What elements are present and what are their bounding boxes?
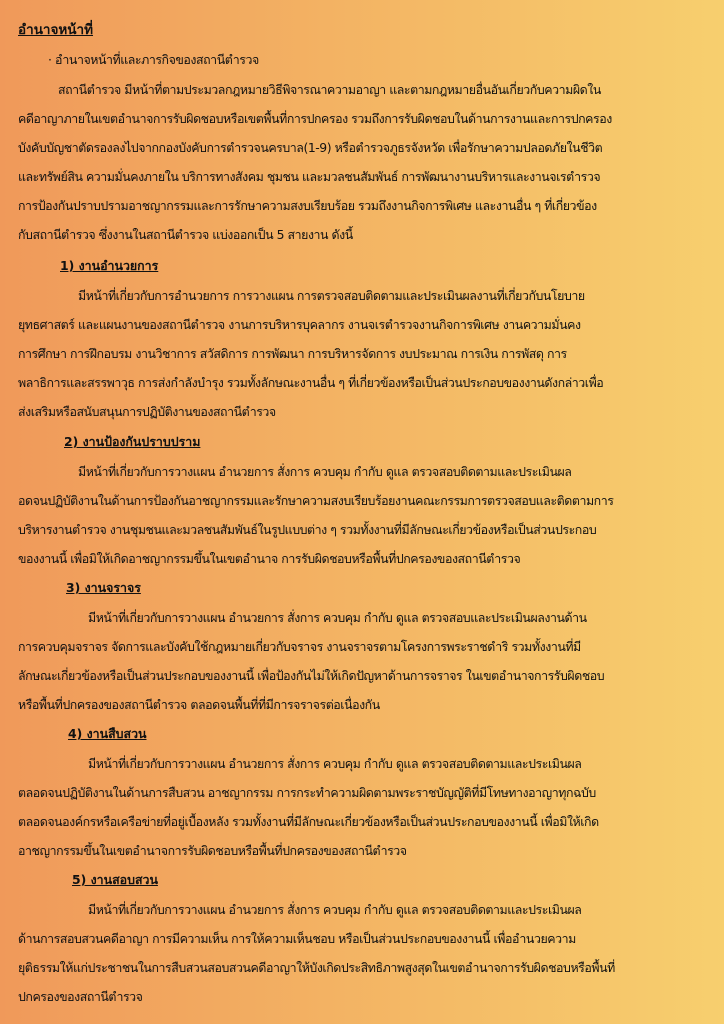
section-line: มีหน้าที่เกี่ยวกับการวางแผน อำนวยการ สั่งการ ควบคุม กำกับ ดูแล ตรวจสอบติดตามและประเมินผล — [78, 464, 572, 479]
section-line: ลักษณะเกี่ยวข้องหรือเป็นส่วนประกอบของงานนี้ เพื่อป้องกันไม่ให้เกิดปัญหาด้านการจราจร ในเขตอำนาจการรับผิดชอบ — [18, 668, 605, 683]
intro-line: คดีอาญาภายในเขตอำนาจการรับผิดชอบหรือเขตพื้นที่การปกครอง รวมถึงการรับผิดชอบในด้านการงานและการปกครอง — [18, 111, 612, 126]
section-line: มีหน้าที่เกี่ยวกับการวางแผน อำนวยการ สั่งการ ควบคุม กำกับ ดูแล ตรวจสอบติดตามและประเมินผล — [88, 756, 582, 771]
section-line: พลาธิการและสรรพาวุธ การส่งกำลังบำรุง รวมทั้งลักษณะงานอื่น ๆ ที่เกี่ยวข้องหรือเป็นส่วนประกอบของงานดังกล่าวเพื่อ — [18, 375, 604, 390]
page-title: อำนาจหน้าที่ — [18, 22, 94, 38]
section-line: มีหน้าที่เกี่ยวกับการอำนวยการ การวางแผน การตรวจสอบติดตามและประเมินผลงานที่เกี่ยวกับนโยบาย — [78, 288, 585, 303]
section-line: หรือพื้นที่ปกครองของสถานีตำรวจ ตลอดจนพื้นที่ที่มีการจราจรต่อเนื่องกัน — [18, 697, 380, 712]
section-heading-inquiry: 5) งานสอบสวน — [72, 872, 158, 887]
section-line: ด้านการสอบสวนคดีอาญา การมีความเห็น การให้ความเห็นชอบ หรือเป็นส่วนประกอบของงานนี้ เพื่ออำนวยความ — [18, 931, 576, 946]
section-line: มีหน้าที่เกี่ยวกับการวางแผน อำนวยการ สั่งการ ควบคุม กำกับ ดูแล ตรวจสอบติดตามและประเมินผล — [88, 902, 582, 917]
section-line: การศึกษา การฝึกอบรม งานวิชาการ สวัสดิการ การพัฒนา การบริหารจัดการ งบประมาณ การเงิน การพัสดุ การ — [18, 346, 567, 361]
section-line: ตลอดจนปฏิบัติงานในด้านการสืบสวน อาชญากรรม การกระทำความผิดตามพระราชบัญญัติที่มีโทษทางอาญาทุกฉบับ — [18, 785, 596, 800]
section-line: ยุทธศาสตร์ และแผนงานของสถานีตำรวจ งานการบริหารบุคลากร งานจเรตำรวจงานกิจการพิเศษ งานความมั่นคง — [18, 317, 581, 332]
section-line: ยุติธรรมให้แก่ประชาชนในการสืบสวนสอบสวนคดีอาญาให้บังเกิดประสิทธิภาพสูงสุดในเขตอำนาจการรับผิดชอบหรือพื้นที่ — [18, 960, 615, 975]
section-heading-administration: 1) งานอำนวยการ — [60, 258, 159, 273]
intro-line: และทรัพย์สิน ความมั่นคงภายใน บริการทางสังคม ชุมชน และมวลชนสัมพันธ์ การพัฒนางานบริหารและงานจเรตำรวจ — [18, 169, 601, 184]
section-line: ของงานนี้ เพื่อมิให้เกิดอาชญากรรมขึ้นในเขตอำนาจ การรับผิดชอบหรือพื้นที่ปกครองของสถานีตำรวจ — [18, 551, 521, 566]
section-heading-traffic: 3) งานจราจร — [66, 580, 141, 595]
intro-line: สถานีตำรวจ มีหน้าที่ตามประมวลกฎหมายวิธีพิจารณาความอาญา และตามกฎหมายอื่นอันเกี่ยวกับความผิดใน — [58, 82, 601, 97]
section-line: ตลอดจนองค์กรหรือเครือข่ายที่อยู่เบื้องหลัง รวมทั้งงานที่มีลักษณะเกี่ยวข้องหรือเป็นส่วนประกอบของงานนี้ เพื่อมิให้เกิด — [18, 814, 599, 829]
section-line: มีหน้าที่เกี่ยวกับการวางแผน อำนวยการ สั่งการ ควบคุม กำกับ ดูแล ตรวจสอบและประเมินผลงานด้าน — [88, 610, 587, 625]
intro-line: การป้องกันปราบปรามอาชญากรรมและการรักษาความสงบเรียบร้อย รวมถึงงานกิจการพิเศษ และงานอื่น ๆ ที่เกี่ยวข้อง — [18, 198, 597, 213]
section-heading-prevention: 2) งานป้องกันปราบปราม — [64, 434, 201, 449]
section-line: อาชญากรรมขึ้นในเขตอำนาจการรับผิดชอบหรือพื้นที่ปกครองของสถานีตำรวจ — [18, 843, 407, 858]
intro-line: กับสถานีตำรวจ ซึ่งงานในสถานีตำรวจ แบ่งออกเป็น 5 สายงาน ดังนี้ — [18, 227, 353, 242]
section-line: ส่งเสริมหรือสนับสนุนการปฏิบัติงานของสถานีตำรวจ — [18, 404, 276, 419]
section-heading-investigation: 4) งานสืบสวน — [68, 726, 147, 741]
section-line: อดจนปฏิบัติงานในด้านการป้องกันอาชญากรรมและรักษาความสงบเรียบร้อยงานคณะกรรมการตรวจสอบและติดตามการ — [18, 493, 614, 508]
intro-line: บังคับบัญชาตัดรองลงไปจากกองบังคับการตำรวจนครบาล(1-9) หรือตำรวจภูธรจังหวัด เพื่อรักษาความปลอดภัยในชีวิต — [18, 140, 603, 155]
intro-bullet: · อำนาจหน้าที่และภารกิจของสถานีตำรวจ — [48, 52, 259, 67]
section-line: ปกครองของสถานีตำรวจ — [18, 989, 143, 1004]
section-line: บริหารงานตำรวจ งานชุมชนและมวลชนสัมพันธ์ในรูปแบบต่าง ๆ รวมทั้งงานที่มีลักษณะเกี่ยวข้องหรือเป็นส่วนประกอบ — [18, 522, 597, 537]
section-line: การควบคุมจราจร จัดการและบังคับใช้กฎหมายเกี่ยวกับจราจร งานจราจรตามโครงการพระราชดำริ รวมทั้งงานที่มี — [18, 639, 581, 654]
